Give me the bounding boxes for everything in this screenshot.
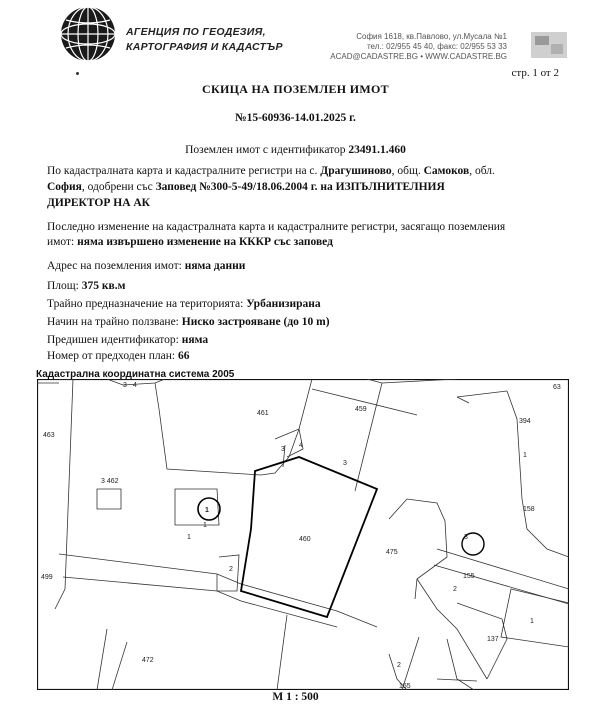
margin-dot — [76, 72, 79, 75]
text-segment: , одобрени със — [81, 181, 156, 193]
cadastral-map — [37, 379, 569, 690]
property-id-value: 23491.1.460 — [348, 144, 406, 156]
region-name: София — [47, 181, 82, 193]
map-scale: M 1 : 500 — [272, 691, 319, 703]
territory-purpose-value: Урбанизирана — [246, 298, 321, 310]
map-label: 155 — [399, 683, 411, 690]
usage-line — [47, 316, 330, 328]
map-label: 2 — [453, 586, 457, 593]
cadastre-stamp-icon — [529, 30, 569, 60]
previous-plan-line — [47, 350, 190, 362]
agency-phone: тел.: 02/955 45 40, факс: 02/955 53 33 — [366, 42, 507, 51]
previous-id-label: Предишен идентификатор: — [47, 334, 182, 346]
address-label: Адрес на поземления имот: — [47, 260, 185, 272]
map-label: 1 — [203, 522, 207, 529]
map-label: 3 — [281, 446, 285, 453]
map-label: 3 — [123, 382, 127, 389]
usage-label: Начин на трайно ползване: — [47, 316, 182, 328]
property-id-label: Поземлен имот с идентификатор — [185, 144, 349, 156]
map-label: 1 — [205, 507, 209, 514]
map-label: 3 — [343, 460, 347, 467]
agency-web: ACAD@CADASTRE.BG • WWW.CADASTRE.BG — [330, 52, 507, 61]
address-line — [47, 260, 245, 272]
document-title: СКИЦА НА ПОЗЕМЛЕН ИМОТ — [202, 82, 389, 96]
map-frame — [38, 380, 569, 690]
map-label: 3 — [464, 534, 468, 541]
agency-globe-logo — [58, 4, 118, 64]
map-label: 472 — [142, 657, 154, 664]
previous-id-line — [47, 334, 208, 346]
map-label: 2 — [397, 662, 401, 669]
previous-id-value: няма — [181, 334, 209, 346]
text-segment: , общ. — [391, 165, 424, 177]
map-label: 158 — [523, 506, 535, 513]
last-change-line — [47, 236, 333, 248]
agency-name-line1: АГЕНЦИЯ ПО ГЕОДЕЗИЯ, — [126, 26, 266, 38]
map-label: 4 — [299, 442, 303, 449]
territory-purpose-line — [47, 298, 321, 310]
text-segment: , обл. — [469, 165, 495, 177]
approval-order: Заповед №300-5-49/18.06.2004 г. на ИЗПЪЛНИТЕЛНИЯ — [155, 181, 445, 193]
previous-plan-label: Номер от предходен план: — [47, 350, 178, 362]
agency-name-line2: КАРТОГРАФИЯ И КАДАСТЪР — [126, 41, 283, 53]
approval-authority: ДИРЕКТОР НА АК — [47, 197, 151, 209]
property-identifier-line — [0, 144, 591, 156]
map-label: 460 — [299, 536, 311, 543]
coordinate-system-label: Кадастрална координатна система 2005 — [36, 369, 235, 380]
map-label: 1 — [530, 618, 534, 625]
text-segment: По кадастралната карта и кадастралните регистри на с. — [47, 165, 321, 177]
municipality-name: Самоков — [423, 165, 470, 177]
last-change-value: няма извършено изменение на КККР със заповед — [77, 236, 333, 248]
village-name: Драгушиново — [320, 165, 392, 177]
map-label: 499 — [41, 574, 53, 581]
text-segment: имот: — [47, 236, 78, 248]
map-label: 463 — [43, 432, 55, 439]
previous-plan-value: 66 — [178, 350, 190, 362]
approval-order-line — [47, 181, 445, 193]
area-label: Площ: — [47, 280, 82, 292]
cadastral-map-line — [47, 165, 495, 177]
map-label: 394 — [519, 418, 531, 425]
map-label: 459 — [355, 406, 367, 413]
usage-value: Ниско застрояване (до 10 m) — [181, 316, 330, 328]
map-label: 137 — [487, 636, 499, 643]
page-number: стр. 1 от 2 — [511, 67, 559, 79]
last-change-label: Последно изменение на кадастралната карта и кадастралните регистри, засягащо поземления — [47, 221, 506, 233]
address-value: няма данни — [184, 260, 246, 272]
map-label: 3 462 — [101, 478, 119, 485]
area-line — [47, 280, 125, 292]
map-label: 63 — [553, 384, 561, 391]
map-label: 1 — [187, 534, 191, 541]
map-label: 4 — [133, 382, 137, 389]
agency-address: София 1618, кв.Павлово, ул.Мусала №1 — [356, 32, 507, 41]
map-label: 2 — [229, 566, 233, 573]
map-label: 461 — [257, 410, 269, 417]
document-number: №15-60936-14.01.2025 г. — [235, 112, 356, 124]
map-label: 475 — [386, 549, 398, 556]
map-label: 1 — [523, 452, 527, 459]
map-label: 155 — [463, 573, 475, 580]
territory-purpose-label: Трайно предназначение на територията: — [47, 298, 247, 310]
area-value: 375 кв.м — [81, 280, 126, 292]
